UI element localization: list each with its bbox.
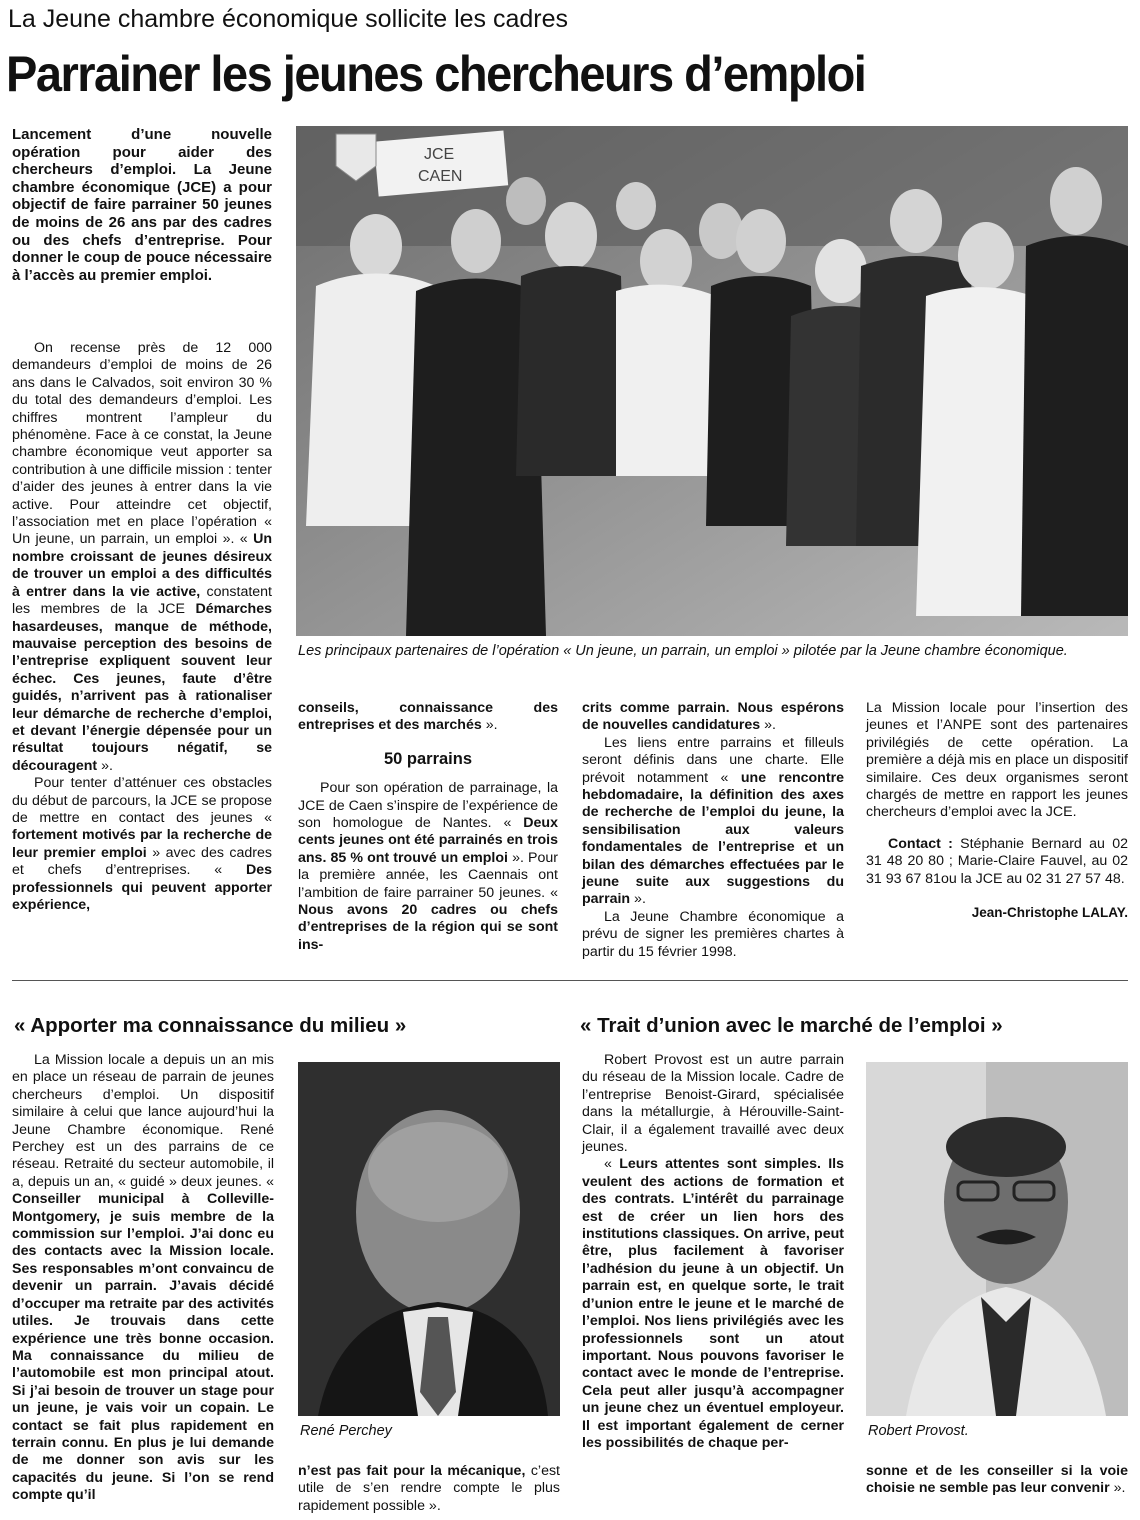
perchey-photo [298,1062,560,1416]
lead-body [12,340,272,914]
contact-label: Contact : [888,835,953,852]
subhead-50-parrains: 50 parrains [383,749,473,768]
provost-photo [866,1062,1128,1416]
sign-line-2: CAEN [418,168,463,185]
lead-paragraph-2: Pour tenter d’atténuer ces obstacles du début de parcours, la JCE se propose de mettre en contact des jeunes « fortement motivés par la recherche de leur premier emploi » avec des cadres et chefs d’entreprises. « Des professionnels qui peuvent apporter expérience, [12,775,272,913]
provost-caption: Robert Provost. [868,1423,969,1439]
column-2 [298,700,558,954]
col2-paragraph: Pour son opération de parrainage, la JCE de Caen s’inspire de l’expérience de son homologue de Nantes. « Deux cents jeunes ont été parrainés en trois ans. 85 % ont trouvé un emploi ». Pour la première année, les Caennais ont l’ambition de faire parrainer 50 jeunes. « Nous avons 20 cadres ou chefs d’entreprises de la région qui se sont ins- [298,780,559,953]
group-photo [296,126,1128,636]
col4-paragraph-1: La Mission locale pour l’insertion des jeunes et l’ANPE sont des partenaires privilégiés de cette opération. La première a déjà mis en place un dispositif similaire. Ces deux organismes seront chargés de mettre en rapport les jeunes chercheurs d’emploi avec la JCE. [866,700,1128,821]
col3-paragraph-2: La Jeune Chambre économique a prévu de signer les premières chartes à partir du 15 février 1998. [582,908,844,960]
byline: Jean-Christophe LALAY. [971,905,1128,921]
provost-continuation [866,1463,1128,1498]
headline: Parrainer les jeunes chercheurs d’emploi [6,46,866,102]
kicker: La Jeune chambre économique sollicite les cadres [8,5,569,33]
contact-paragraph: Contact : Stéphanie Bernard au 02 31 48 20 80 ; Marie-Claire Fauvel, au 02 31 93 67 81ou la JCE au 02 31 27 57 48. [866,835,1128,887]
sign-line-1: JCE [424,146,455,163]
provost-paragraph-1: Robert Provost est un autre parrain du réseau de la Mission locale. Cadre de l’entreprise Benoist-Girard, spécialisée dans la métallurgie, à Hérouville-Saint-Clair, il a également travaillé avec deux jeunes. [582,1052,844,1156]
provost-portrait [866,1062,1128,1416]
provost-paragraph-2: « Leurs attentes sont simples. Ils veulent des actions de formation et des contrats. L’intérêt du parrainage est de créer un lien hors des institutions classiques. On arrive, peut être, plus facilement à favoriser l’adhésion du jeune à un objectif. Un parrain est, en quelque sorte, le trait d’union entre le jeune et le marché de l’emploi. Nos liens privilégiés avec les professionnels sont un atout important. Nous pouvons favoriser le contact avec le monde de l’entreprise. Cela peut aller jusqu’à accompagner un jeune chez un éventuel employeur. Il est important également de cerner les possibilités de chaque per- [582,1156,844,1451]
chapo: Lancement d’une nouvelle opération pour aider des chercheurs d’emploi. La Jeune chambre économique (JCE) a pour objectif de faire parrainer 50 jeunes de moins de 26 ans par des cadres ou des chefs d’entreprise. Pour donner le coup de pouce nécessaire à l’accès au premier emploi. [12,126,272,284]
column-4 [866,700,1128,921]
column-3 [582,700,844,961]
perchey-paragraph: La Mission locale a depuis un an mis en place un réseau de parrain de jeunes chercheurs d’emploi. Un dispositif similaire à celui que lance aujourd’hui la Jeune Chambre économique. René Perchey est un des parrains de ce réseau. Retraité du secteur automobile, il a, depuis un an, « guidé » deux jeunes. « Conseiller municipal à Colleville-Montgomery, je suis membre de la commission sur l’emploi. J’ai donc eu des contacts avec la Mission locale. Ses responsables m’ont convaincu de devenir un parrain. J’avais décidé d’occuper ma retraite par des activités utiles. Je trouvais dans cette expérience une très bonne occasion. Ma connaissance du milieu de l’automobile est mon principal atout. Si j’ai besoin de trouver un stage pour un jeune, je vais voir un copain. Le contact se fait plus rapidement en terrain connu. En plus je lui demande de me donner son avis sur les capacités du jeune. Si l’on se rend compte qu’il [12,1052,274,1504]
section-title-right: « Trait d’union avec le marché de l’emploi » [580,1014,1003,1037]
lead-paragraph-1: On recense près de 12 000 demandeurs d’emploi de moins de 26 ans dans le Calvados, soit environ 30 % du total des demandeurs d’emploi. Les chiffres montrent l’ampleur du phénomène. Face à ce constat, la Jeune chambre économique veut apporter sa contribution à une difficile mission : tenter d’aider des jeunes à entrer dans la vie active. Pour atteindre cet objectif, l’association met en place l’opération « Un jeune, un parrain, un emploi ». « Un nombre croissant de jeunes désireux de trouver un emploi a des difficultés à entrer dans la vie active, constatent les membres de la JCE Démarches hasardeuses, manque de méthode, mauvaise perception des besoins de l’entreprise expliquent souvent leur échec. Ces jeunes, faute d’être guidés, n’arrivent pas à rationaliser leur démarche de recherche d’emploi, et devant l’énergie dépensée pour un résultat toujours négatif, se découragent ». [12,340,272,774]
section-right-body [582,1052,844,1452]
col3-top: crits comme parrain. Nous espérons de nouvelles candidatures ». [582,700,844,734]
perchey-caption: René Perchey [300,1423,392,1439]
col2-top: conseils, connaissance des entreprises et des marchés ». [298,700,558,734]
section-divider [12,980,1128,981]
provost-continuation-text: sonne et de les conseiller si la voie choisie ne semble pas leur convenir ». [866,1463,1128,1497]
section-title-left: « Apporter ma connaissance du milieu » [14,1014,407,1037]
perchey-continuation [298,1463,560,1515]
col3-paragraph-1: Les liens entre parrains et filleuls seront définis dans une charte. Elle prévoit notamment « une rencontre hebdomadaire, la définition des axes de recherche de l’emploi du jeune, la sensibilisation aux valeurs fondamentales de l’entreprise et un bilan des démarches effectuées par le jeune suite aux suggestions du parrain ». [582,734,844,908]
group-photo-image [296,126,1128,636]
perchey-portrait [298,1062,560,1416]
section-left-body [12,1052,274,1505]
perchey-continuation-text: n’est pas fait pour la mécanique, c’est utile de s’en rendre compte le plus rapidement possible ». [298,1463,560,1514]
group-photo-caption: Les principaux partenaires de l’opération « Un jeune, un parrain, un emploi » pilotée par la Jeune chambre économique. [298,643,1068,659]
